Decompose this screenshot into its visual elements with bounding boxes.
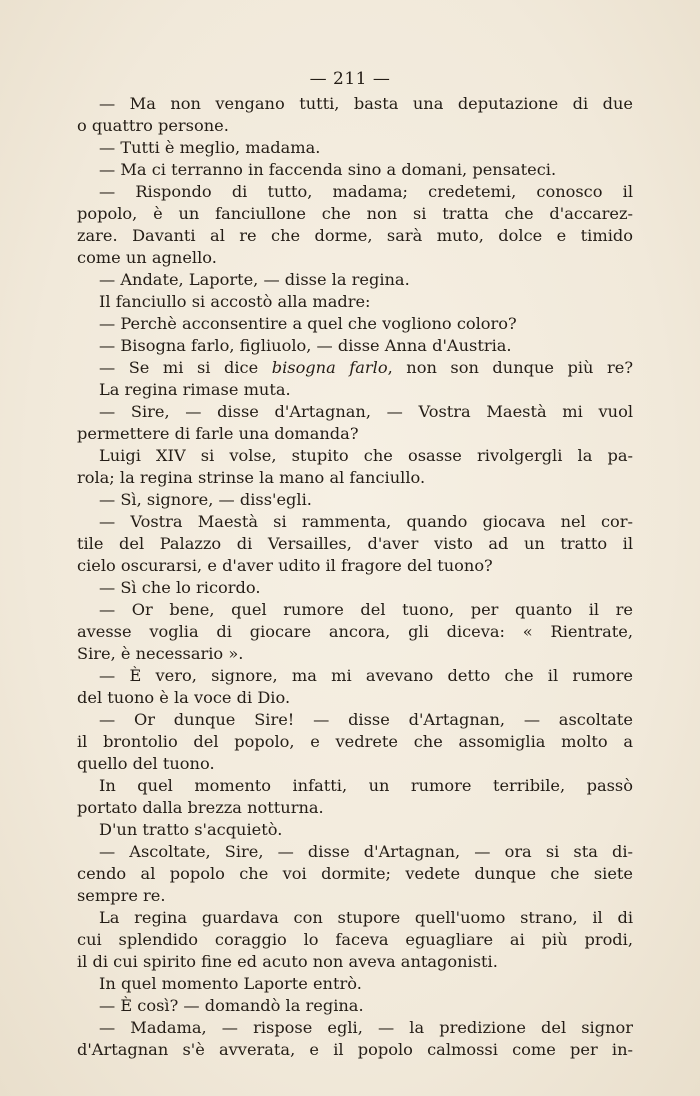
text-line-content: — Sì che lo ricordo. <box>99 578 261 597</box>
text-line-content: zare. Davanti al re che dorme, sarà muto, dolce e timido <box>77 226 633 245</box>
text-line <box>77 929 633 951</box>
text-line <box>77 357 633 379</box>
text-line-content: — Perchè acconsentire a quel che vogliono coloro? <box>99 314 517 333</box>
text-line <box>77 511 633 533</box>
text-line <box>77 203 633 225</box>
text-line-tail: , non son dunque più re? <box>387 358 633 377</box>
text-line-content: — Se mi si dice <box>99 358 272 377</box>
text-line <box>77 687 633 709</box>
text-line-content: cielo oscurarsi, e d'aver udito il fragore del tuono? <box>77 556 493 575</box>
page-text <box>77 93 633 1061</box>
text-line-content: — Rispondo di tutto, madama; credetemi, conosco il <box>99 182 633 201</box>
text-line <box>77 401 633 423</box>
text-line-content: — È vero, signore, ma mi avevano detto che il rumore <box>99 666 633 685</box>
text-line <box>77 159 633 181</box>
text-line <box>77 379 633 401</box>
page-number: — 211 — <box>309 69 391 89</box>
text-line <box>77 665 633 687</box>
text-line <box>77 951 633 973</box>
text-line <box>77 797 633 819</box>
text-line <box>77 621 633 643</box>
text-line <box>77 93 633 115</box>
text-line-content: — Andate, Laporte, — disse la regina. <box>99 270 410 289</box>
text-line-content: il di cui spirito fine ed acuto non aveva antagonisti. <box>77 952 498 971</box>
text-line-content: portato dalla brezza notturna. <box>77 798 324 817</box>
text-line-content: permettere di farle una domanda? <box>77 424 359 443</box>
text-line <box>77 819 633 841</box>
text-line <box>77 1017 633 1039</box>
text-line <box>77 335 633 357</box>
text-line-content: popolo, è un fanciullone che non si tratta che d'accarez- <box>77 204 633 223</box>
text-line <box>77 907 633 929</box>
text-line-content: Il fanciullo si accostò alla madre: <box>99 292 371 311</box>
text-line-content: — Or bene, quel rumore del tuono, per quanto il re <box>99 600 633 619</box>
text-line <box>77 599 633 621</box>
text-line-content: — Bisogna farlo, figliuolo, — disse Anna d'Austria. <box>99 336 512 355</box>
text-line <box>77 731 633 753</box>
text-line-content: La regina rimase muta. <box>99 380 291 399</box>
italic-phrase: bisogna farlo <box>271 358 388 377</box>
text-line-content: — È così? — domandò la regina. <box>99 996 364 1015</box>
text-line-content: In quel momento infatti, un rumore terribile, passò <box>99 776 633 795</box>
text-line-content: D'un tratto s'acquietò. <box>99 820 283 839</box>
text-line-content: del tuono è la voce di Dio. <box>77 688 291 707</box>
text-line-content: Sire, è necessario ». <box>77 644 244 663</box>
text-line <box>77 423 633 445</box>
text-line-content: rola; la regina strinse la mano al fanciullo. <box>77 468 426 487</box>
text-line <box>77 709 633 731</box>
text-line-content: — Madama, — rispose egli, — la predizione del signor <box>99 1018 633 1037</box>
text-line <box>77 247 633 269</box>
text-line-content: — Vostra Maestà si rammenta, quando giocava nel cor- <box>99 512 633 531</box>
text-line <box>77 269 633 291</box>
text-line-content: — Ascoltate, Sire, — disse d'Artagnan, — ora si sta di- <box>99 842 633 861</box>
text-line-content: Luigi XIV si volse, stupito che osasse rivolgergli la pa- <box>99 446 633 465</box>
text-line <box>77 115 633 137</box>
text-line-content: — Ma ci terranno in faccenda sino a domani, pensateci. <box>99 160 557 179</box>
text-line-content: — Sì, signore, — diss'egli. <box>99 490 312 509</box>
text-line <box>77 555 633 577</box>
text-line <box>77 445 633 467</box>
text-line <box>77 137 633 159</box>
text-line-content: In quel momento Laporte entrò. <box>99 974 362 993</box>
text-line <box>77 313 633 335</box>
text-line <box>77 533 633 555</box>
text-line <box>77 291 633 313</box>
text-line-content: o quattro persone. <box>77 116 229 135</box>
text-line <box>77 841 633 863</box>
text-line-content: come un agnello. <box>77 248 217 267</box>
text-line-content: cendo al popolo che voi dormite; vedete dunque che siete <box>77 864 633 883</box>
text-line-content: d'Artagnan s'è avverata, e il popolo calmossi come per in- <box>77 1040 633 1059</box>
text-line <box>77 467 633 489</box>
text-line <box>77 181 633 203</box>
text-line-content: tile del Palazzo di Versailles, d'aver visto ad un tratto il <box>77 534 633 553</box>
text-line <box>77 775 633 797</box>
text-line-content: La regina guardava con stupore quell'uomo strano, il di <box>99 908 633 927</box>
text-line <box>77 1039 633 1061</box>
text-line <box>77 995 633 1017</box>
text-line-content: cui splendido coraggio lo faceva eguagliare ai più prodi, <box>77 930 633 949</box>
text-line <box>77 577 633 599</box>
text-line-content: — Tutti è meglio, madama. <box>99 138 321 157</box>
text-line-content: sempre re. <box>77 886 166 905</box>
text-line-content: — Or dunque Sire! — disse d'Artagnan, — ascoltate <box>99 710 633 729</box>
text-line-content: quello del tuono. <box>77 754 215 773</box>
text-line-content: avesse voglia di giocare ancora, gli diceva: « Rientrate, <box>77 622 633 641</box>
text-line <box>77 863 633 885</box>
text-line <box>77 973 633 995</box>
text-line <box>77 885 633 907</box>
text-line <box>77 753 633 775</box>
text-line-content: il brontolio del popolo, e vedrete che assomiglia molto a <box>77 732 633 751</box>
text-line-content: — Sire, — disse d'Artagnan, — Vostra Maestà mi vuol <box>99 402 633 421</box>
text-line <box>77 489 633 511</box>
text-line <box>77 225 633 247</box>
text-line <box>77 643 633 665</box>
text-line-content: — Ma non vengano tutti, basta una deputazione di due <box>99 94 633 113</box>
